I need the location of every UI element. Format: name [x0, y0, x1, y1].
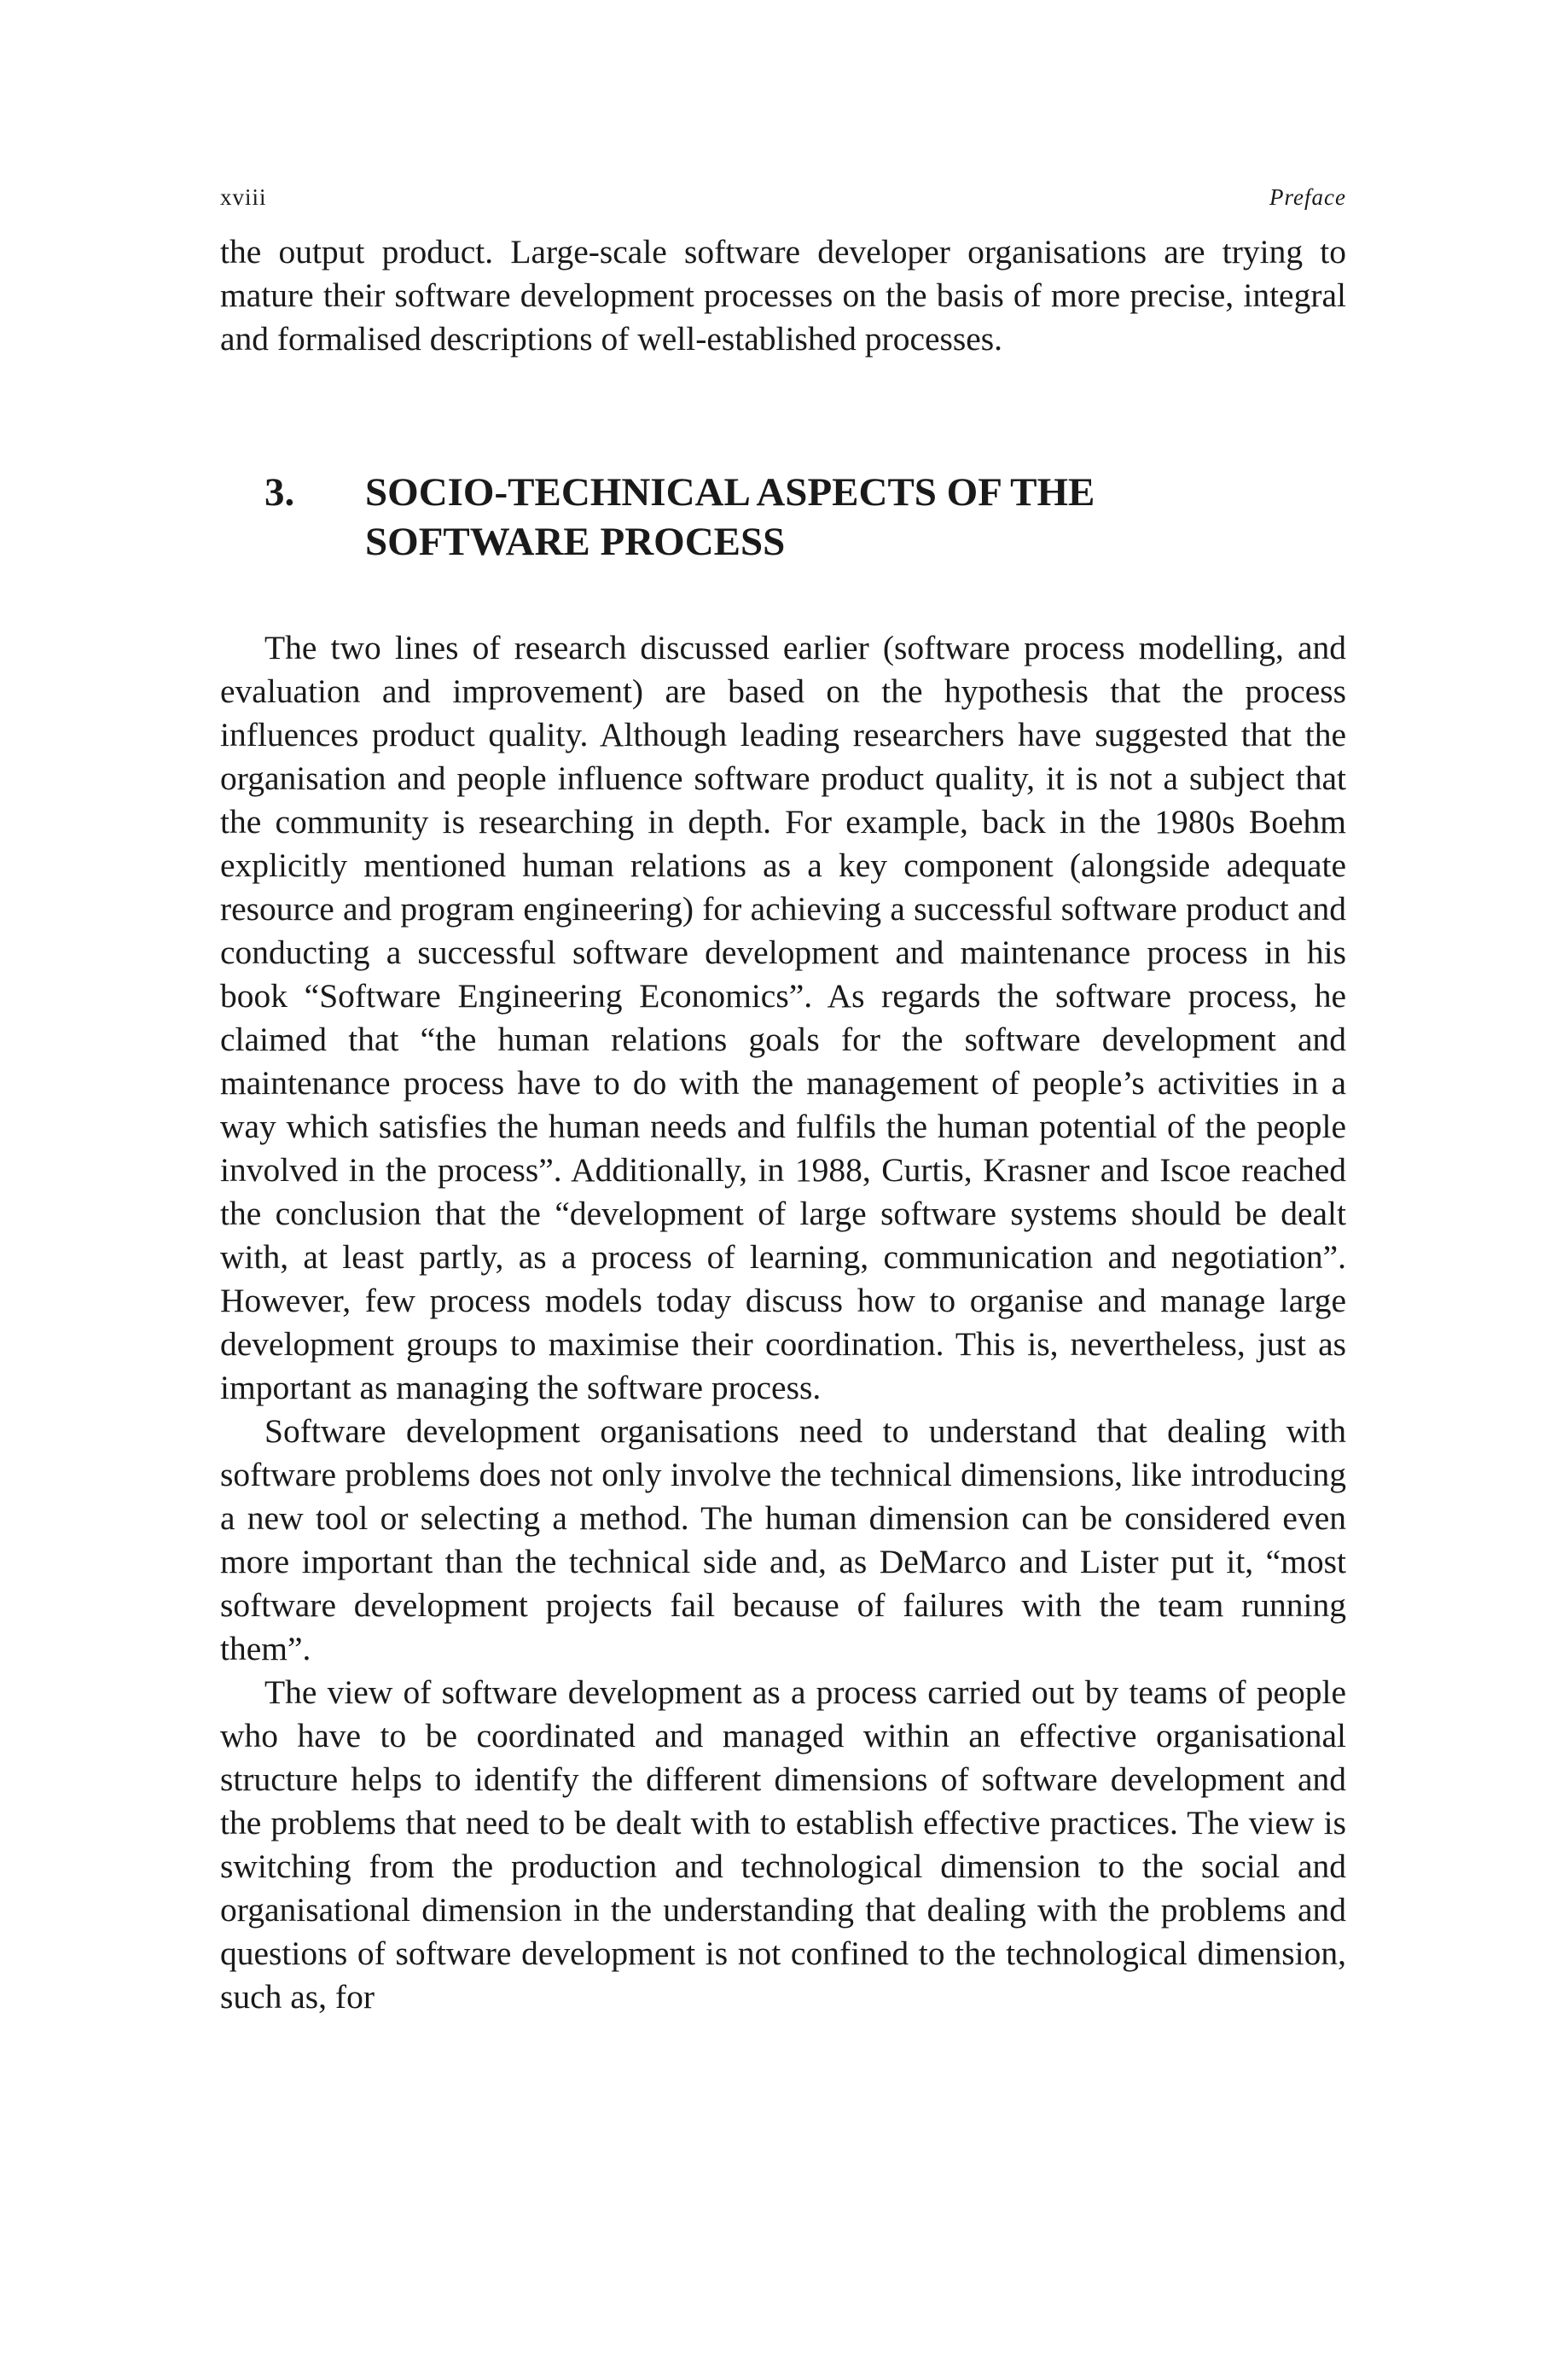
section-heading-line-2: SOFTWARE PROCESS: [365, 520, 786, 564]
section-heading: [220, 468, 1346, 567]
running-header: [220, 171, 1346, 213]
page-number: xviii: [220, 184, 267, 210]
paragraph-1: The two lines of research discussed earlier (software process modelling, and evaluation and improvement) are based on the hypothesis that the process influences product quality. Although leading researchers have suggested that the organisation and people influence software product quality, it is not a subject that the community is researching in depth. For example, back in the 1980s Boehm explicitly mentioned human relations as a key component (alongside adequate resource and program engineering) for achieving a successful software product and conducting a successful software development and maintenance process in his book “Software Engineering Economics”. As regards the software process, he claimed that “the human relations goals for the software development and maintenance process have to do with the management of people’s activities in a way which satisfies the human needs and fulfils the human potential of the people involved in the process”. Additionally, in 1988, Curtis, Krasner and Iscoe reached the conclusion that the “development of large software systems should be dealt with, at least partly, as a process of learning, communication and negotiation”. However, few process models today discuss how to organise and manage large development groups to maximise their coordination. This is, nevertheless, just as important as managing the software process.: [220, 629, 1346, 1406]
lead-paragraph: the output product. Large-scale software developer organisations are trying to mature their software development processes on the basis of more precise, integral and formalised descriptions of well-established processes.: [220, 233, 1346, 358]
section-heading-title: [365, 468, 1346, 567]
section-title: Preface: [1269, 184, 1346, 210]
paragraph-3: The view of software development as a process carried out by teams of people who have to be coordinated and managed within an effective organisational structure helps to identify the different dimensions of software development and the problems that need to be dealt with to establish effective practices. The view is switching from the production and technological dimension to the social and organisational dimension in the understanding that dealing with the problems and questions of software development is not confined to the technological dimension, such as, for: [220, 1673, 1346, 2016]
book-page: [220, 171, 1346, 2019]
paragraph-2: Software development organisations need to understand that dealing with software problems does not only involve the technical dimensions, like introducing a new tool or selecting a method. The human dimension can be considered even more important than the technical side and, as DeMarco and Lister put it, “most software development projects fail because of failures with the team running them”.: [220, 1412, 1346, 1667]
section-number: 3.: [264, 470, 295, 515]
section-heading-line-1: SOCIO-TECHNICAL ASPECTS OF THE: [365, 470, 1095, 515]
